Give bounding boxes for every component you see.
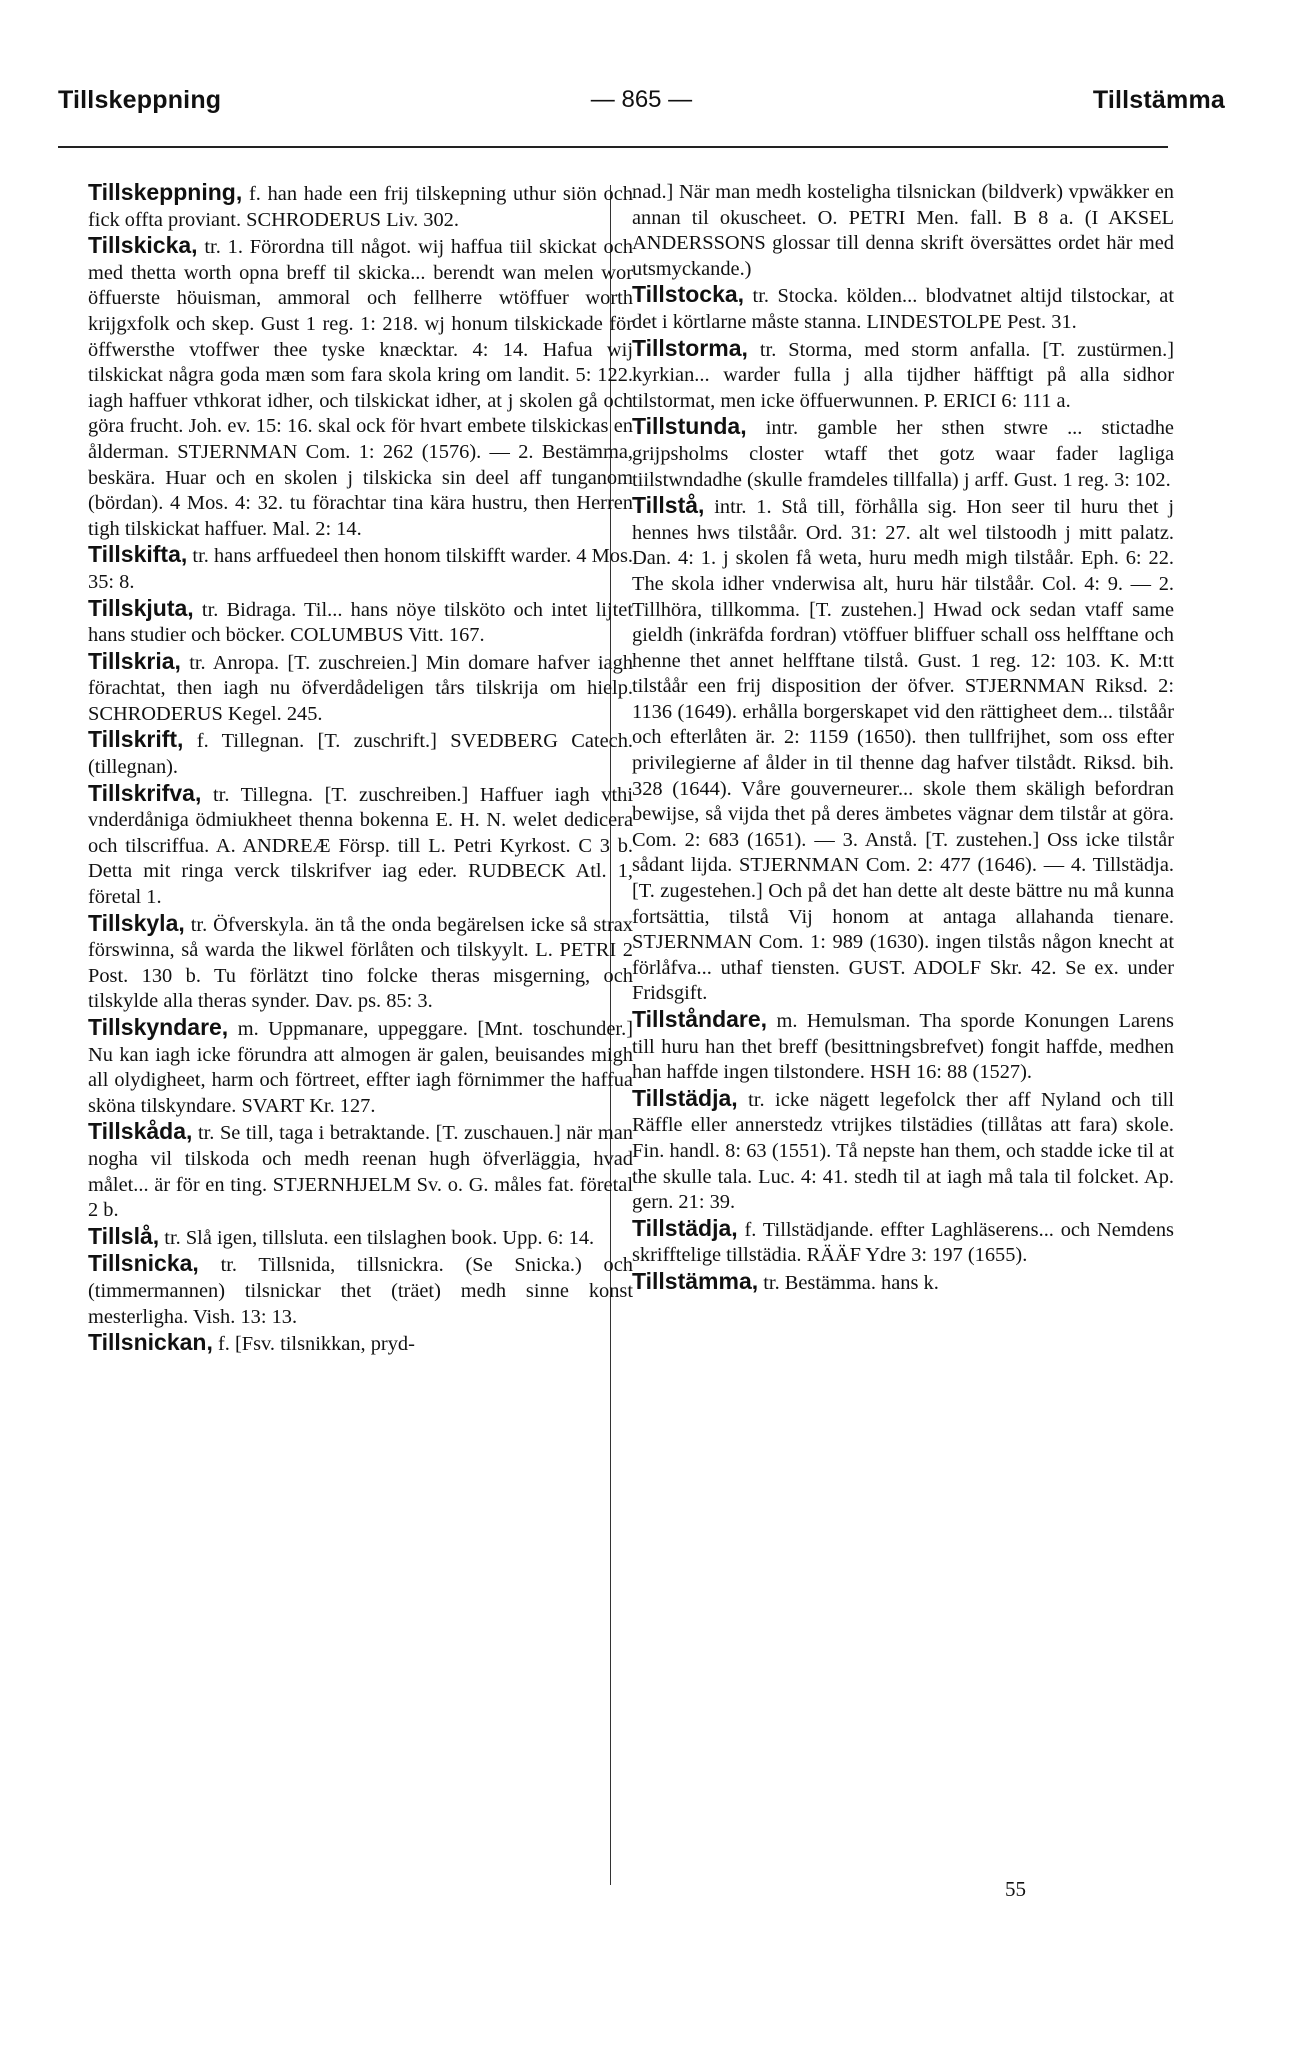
entry-headword: Tillsnicka, <box>88 1250 199 1277</box>
entry-grammar: tr. <box>748 1088 765 1111</box>
running-header <box>58 86 1225 126</box>
entry-headword: Tillskrifva, <box>88 779 202 806</box>
dictionary-entry <box>88 911 633 1015</box>
entry-grammar: tr. <box>164 1226 181 1249</box>
entry-headword: Tillstorma, <box>632 334 748 361</box>
entry-grammar: m. <box>776 1010 798 1032</box>
entry-grammar: f. <box>744 1218 757 1241</box>
entry-headword: Tillskjuta, <box>88 594 194 621</box>
entry-headword: Tillskicka, <box>88 232 198 259</box>
entry-text: 1. Förordna till något. wij haffua tiil skickat och med thetta worth opna breff til skicka... berendt wan melen wor öffuerste höuisman, ammoral och fellherre wtöffuer worth krijgxfolk och skep. Gust 1 reg. 1: 218. wj honum tilskickade för öffwersthe vtoffwer thee tyske knæcktar. 4: 14. Hafua wij tilskickat några goda mæn som fara skola kring om landit. 5: 122. iagh haffuer vthkorat idher, och tilskickat idher, at j skolen gå och göra frucht. Joh. ev. 15: 16. skal ock för hvart embete tilskickas en ålderman. STJERNMAN Com. 1: 262 (1576). — 2. Bestämma, beskära. Huar och en skolen j tilskicka sin deel aff tunganom (bördan). 4 Mos. 4: 32. tu förachtar tina kära hustru, then Herren tigh tilskickat haffuer. Mal. 2: 14. <box>88 236 633 540</box>
entry-grammar: tr. <box>752 285 769 308</box>
dictionary-entry <box>88 542 633 595</box>
entry-grammar: intr. <box>765 417 799 440</box>
entry-grammar: tr. <box>189 651 206 674</box>
dictionary-entry <box>632 1269 1174 1297</box>
header-rule <box>58 146 1168 148</box>
dictionary-entry <box>88 1015 633 1119</box>
entry-grammar: tr. <box>763 1271 780 1294</box>
entry-grammar: tr. <box>201 598 219 621</box>
dictionary-entry <box>632 493 1174 1007</box>
entry-grammar: tr. <box>220 1254 238 1277</box>
entry-text: Tillstädjande. effter Laghläserens... och Nemdens skrifftelige tillstädia. RÄÄF Ydre 3: 197 (1655). <box>632 1218 1174 1267</box>
entry-headword: Tillstädja, <box>632 1084 738 1111</box>
entry-headword: Tillstämma, <box>632 1267 759 1294</box>
entry-grammar: tr. <box>204 236 221 259</box>
entry-headword: Tillsnickan, <box>88 1329 213 1356</box>
dictionary-entry <box>632 414 1174 493</box>
entry-headword: Tillskrift, <box>88 726 184 753</box>
dictionary-entry <box>88 1119 633 1223</box>
entry-text: Storma, med storm anfalla. [T. zustürmen.] kyrkian... warder fulla j alla tijdher häfftigt på alla sidhor tilstormat, men icke öffuerwunnen. P. ERICI 6: 111 a. <box>632 338 1174 412</box>
entry-headword: Tillståndare, <box>632 1006 768 1032</box>
dictionary-entry <box>632 1007 1174 1086</box>
entry-headword: Tillskifta, <box>88 541 188 568</box>
dictionary-entry <box>88 649 633 728</box>
entry-grammar: intr. <box>714 496 747 519</box>
entry-headword: Tillskria, <box>88 647 181 674</box>
header-page-number: — 865 — <box>590 86 693 113</box>
entry-grammar: tr. <box>190 913 208 936</box>
entry-grammar: tr. <box>759 338 777 361</box>
entry-text: Öfverskyla. än tå the onda begärelsen icke så strax förswinna, så warda the likwel förlåten och tilskyylt. L. PETRI 2 Post. 130 b. Tu förlätzt tino folcke theras misgerning, och tilskylde alla theras synder. Dav. ps. 85: 3. <box>88 913 633 1013</box>
entry-headword: Tillstädja, <box>632 1214 738 1241</box>
entry-text: gamble her sthen stwre ... stictadhe grijpsholms closter wtaff thet gotz waar fader lagliga tiilstwndadhe (skulle framdeles tillfalla) j arff. Gust. 1 reg. 3: 102. <box>632 417 1174 491</box>
dictionary-entry <box>632 180 1174 282</box>
entry-text: Bestämma. hans k. <box>779 1271 939 1294</box>
entry-text: Uppmanare, uppeggare. [Mnt. toschunder.] Nu kan iagh icke förundra att almogen är galen, beuisandes migh all olydigheet, harm och förtreet, effter iagh förnimmer the haffua sköna tilskyndare. SVART Kr. 127. <box>88 1018 633 1117</box>
entry-headword: Tillskyla, <box>88 909 185 936</box>
entry-text: Slå igen, tillsluta. een tilslaghen book. Upp. 6: 14. <box>180 1226 595 1249</box>
dictionary-entry <box>88 727 633 780</box>
entry-headword: Tillskåda, <box>88 1118 193 1145</box>
entry-text: Anropa. [T. zuschreien.] Min domare hafver iagh förachtat, then iagh nu öfverdådeligen tårs tilskrija om hielp. SCHRODERUS Kegel. 245. <box>88 651 633 725</box>
entry-text: Hemulsman. Tha sporde Konungen Larens till huru han thet breff (besittningsbrefvet) fongit haffde, medhen han haffde ingen tilstondere. HSH 16: 88 (1527). <box>632 1010 1174 1084</box>
entry-grammar: m. <box>237 1018 259 1040</box>
signature-mark: 55 <box>1005 1877 1026 1901</box>
entry-grammar: f. <box>248 183 261 205</box>
dictionary-entry <box>632 336 1174 415</box>
entry-grammar: f. <box>196 730 209 753</box>
entry-text: [Fsv. tilsnikkan, pryd- <box>229 1333 415 1356</box>
right-column <box>632 180 1174 1297</box>
dictionary-entry <box>632 1216 1174 1269</box>
entry-grammar: f. <box>217 1333 230 1356</box>
entry-headword: Tillstå, <box>632 492 705 519</box>
dictionary-entry <box>88 596 633 649</box>
entry-text: Tillegnan. [T. zuschrift.] SVEDBERG Catech. (tillegnan). <box>88 730 633 779</box>
dictionary-entry <box>88 1224 633 1252</box>
entry-text: Stocka. kölden... blodvatnet altijd tilstockar, at det i körtlarne måste stanna. LINDESTOLPE Pest. 31. <box>632 285 1174 333</box>
entry-headword: Tillskyndare, <box>88 1014 229 1040</box>
header-right-catchword: Tillstämma <box>1092 86 1225 114</box>
entry-headword: Tillstunda, <box>632 413 747 440</box>
dictionary-entry <box>632 282 1174 335</box>
entry-headword: Tillskeppning, <box>88 179 243 205</box>
entry-text: hans arffuedeel then honom tilskifft warder. 4 Mos. 35: 8. <box>88 545 633 593</box>
entry-text: Se till, taga i betraktande. [T. zuschauen.] när man nogha vil tilskoda och medh reenan hugh öfverläggia, hvad målet... är för en ting. STJERNHJELM Sv. o. G. måles fat. företal 2 b. <box>88 1122 633 1222</box>
dictionary-entry <box>88 180 633 233</box>
dictionary-entry <box>88 233 633 542</box>
entry-grammar: tr. <box>213 783 230 806</box>
entry-text: han hade een frij tilskepning uthur siön och fick offta proviant. SCHRODERUS Liv. 302. <box>88 183 633 231</box>
entry-text: Tillegna. [T. zuschreiben.] Haffuer iagh vthi vnderdåniga ödmiukheet thenna bokenna E. H. N. welet dedicera och tilscriffua. A. ANDREÆ Försp. till L. Petri Kyrkost. C 3 b. Detta mit ringa verck tilskrifver iag eder. RUDBECK Atl. 1, företal 1. <box>88 783 633 909</box>
dictionary-entry <box>88 781 633 911</box>
entry-text: icke nägett legefolck ther aff Nyland och till Räffle eller annerstedz vtrijkes tilstädies (tillåtas att fara) skole. Fin. handl. 8: 63 (1551). Tå nepste han them, och stadde icke til at the skulle tala. Luc. 4: 41. stedh til at iagh må tala til folcket. Ap. gern. 21: 39. <box>632 1088 1174 1214</box>
entry-text: 1. Stå till, förhålla sig. Hon seer til huru thet j hennes hws tilståår. Ord. 31: 27. alt wel tilstoodh j mitt palatz. Dan. 4: 1. j skolen få weta, huru medh migh tilståår. Eph. 6: 22. The skola idher vnderwisa alt, huru här tilståår. Col. 4: 9. — 2. Tillhöra, tillkomma. [T. zustehen.] Hwad ock sedan vtaff same gieldh (inkräfda fordran) vtöffuer bliffuer schall oss helfftane och henne thet annet helfftane tilstå. Gust. 1 reg. 12: 103. K. M:tt tilståår een frij disposition der öfver. STJERNMAN Riksd. 2: 1136 (1649). erhålla borgerskapet vid den rättigheet dem... tilståår och efterlåten är. 2: 1159 (1650). then tullfrijhet, som oss efter privilegierne af ålder in til thenne dag hafver tilstådt. Riksd. bih. 328 (1644). Våre gouverneurer... skole them skäligh befordran bewijse, så vijda thet på deres ämbetes vägnar dem tilstår at göra. Com. 2: 683 (1651). — 3. Anstå. [T. zustehen.] Oss icke tilstår sådant lijda. STJERNMAN Com. 2: 477 (1646). — 4. Tillstädja. [T. zugestehen.] Och på det han dette alt deste bättre nu må kunna fortsättia, tilstå Vij honom at antaga allahanda tienare. STJERNMAN Com. 1: 989 (1630). ingen tilstås någon knecht at förlåfva... uthaf tiensten. GUST. ADOLF Skr. 42. Se ex. under Fridsgift. <box>632 496 1174 1005</box>
entry-headword: Tillstocka, <box>632 281 745 308</box>
left-column <box>88 180 633 1358</box>
entry-headword: Tillslå, <box>88 1222 160 1249</box>
dictionary-entry <box>88 1251 633 1330</box>
dictionary-entry <box>632 1086 1174 1216</box>
header-left-catchword: Tillskeppning <box>58 86 222 114</box>
entry-text: Bidraga. Til... hans nöye tilsköto och intet lijtet hans studier och böcker. COLUMBUS Vitt. 167. <box>88 598 634 647</box>
entry-text: nad.] När man medh kosteligha tilsnickan (bildverk) vpwäkker en annan til okuscheet. O. PETRI Men. fall. B 8 a. (I AKSEL ANDERSSONS glossar till denna skrift översättes ordet här med utsmyckande.) <box>632 181 1174 280</box>
entry-grammar: tr. <box>192 545 209 568</box>
entry-text: Tillsnida, tillsnickra. (Se Snicka.) och (timmermannen) tilsnickar thet (träet) medh sinne konst mesterligha. Vish. 13: 13. <box>88 1254 633 1328</box>
dictionary-entry <box>88 1330 633 1358</box>
entry-grammar: tr. <box>197 1122 215 1145</box>
